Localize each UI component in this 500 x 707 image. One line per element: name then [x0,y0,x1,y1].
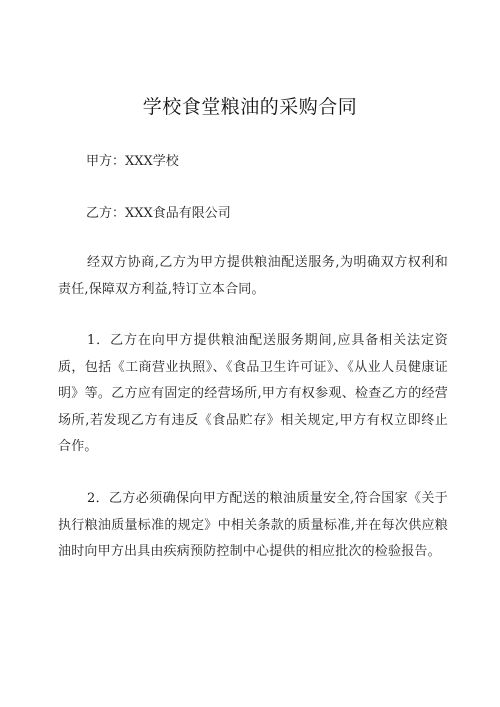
intro-paragraph: 经双方协商,乙方为甲方提供粮油配送服务,为明确双方权利和责任,保障双方利益,特订立本合同。 [58,255,448,297]
party-b-line: 乙方：XXX食品有限公司 [86,206,231,221]
clause-2-paragraph: 2．乙方必须确保向甲方配送的粮油质量安全,符合国家《关于执行粮油质量标准的规定》中相关条款的质量标准,并在每次供应粮油时向甲方出具由疾病预防控制中心提供的相应批次的检验报告。 [58,491,448,559]
document-title: 学校食堂粮油的采购合同 [142,96,358,118]
party-a-line: 甲方：XXX学校 [86,154,179,169]
clause-1-paragraph: 1．乙方在向甲方提供粮油配送服务期间,应具备相关法定资质，包括《工商营业执照》、《食品卫生许可证》、《从业人员健康证明》等。乙方应有固定的经营场所,甲方有权参观、检查乙方的经营场所,若发现乙方有违反《食品贮存》相关规定,甲方有权立即终止合作。 [58,333,448,454]
